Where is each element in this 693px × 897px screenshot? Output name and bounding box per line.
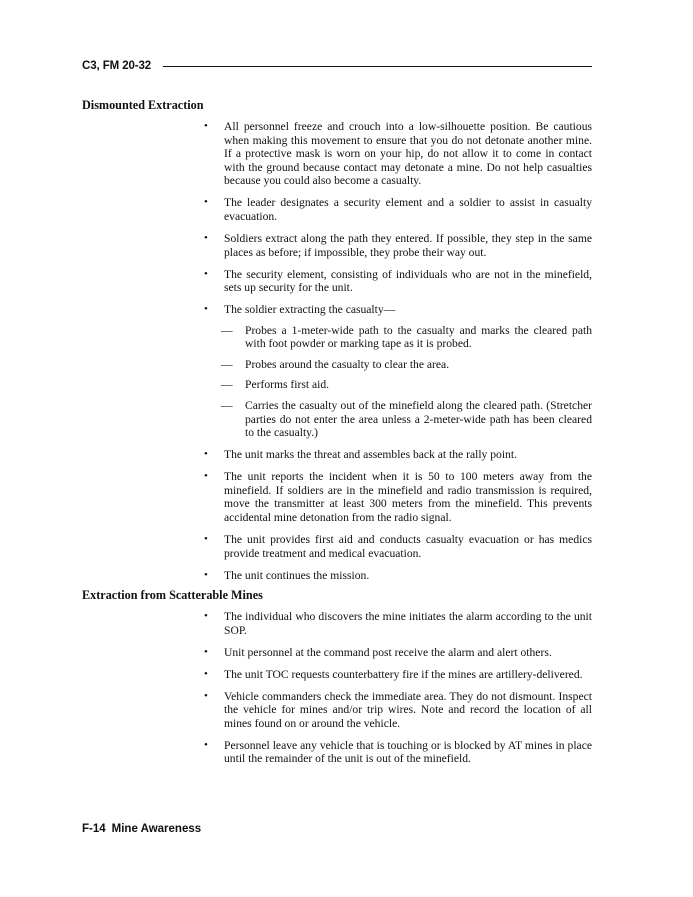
scatterable-mines-list (200, 610, 592, 774)
casualty-extraction-sublist (221, 324, 592, 440)
bullet-icon: • (204, 738, 208, 751)
bullet-icon: • (204, 448, 208, 461)
bullet-icon: • (204, 267, 208, 280)
header-label: C3, FM 20-32 (82, 60, 152, 72)
list-item: • The unit marks the threat and assembles back at the rally point. (204, 448, 517, 462)
dash-icon: — (221, 399, 233, 413)
list-item: • The individual who discovers the mine initiates the alarm according to the unit SOP. (204, 610, 592, 637)
page-number: F-14 (82, 823, 106, 835)
list-item: • All personnel freeze and crouch into a low-silhouette position. Be cautious when making this movement to ensure that you do not detonate another mine. If a protective mask is worn on your hip, do not allow it to come in contact with the ground because contact may detonate a mine. Do not help casualties because you could also become a casualty. (204, 120, 592, 188)
list-item: • The unit TOC requests counterbattery fire if the mines are artillery-delivered. (204, 667, 583, 681)
bullet-icon: • (204, 689, 208, 702)
footer-title: Mine Awareness (111, 823, 202, 835)
bullet-icon: • (204, 667, 208, 680)
sub-list-item: — Performs first aid. (221, 378, 330, 392)
dash-icon: — (221, 378, 233, 392)
list-item: • Vehicle commanders check the immediate area. They do not dismount. Inspect the vehicle for mines and/or trip wires. Note and record the location of all mines found on or around the vehicle. (204, 689, 592, 730)
running-header (82, 58, 592, 74)
list-item: • The soldier extracting the casualty— — Probes a 1-meter-wide path to the casualty and marks the cleared path with foot powder or marking tape as it is probed. — Probes around the casualty to clear the area. — Performs first aid. — Carries the casualty out of the minefield along the cleared path. (Stretcher parties do not enter the area unless a 2-meter-wide path has been cleared to the casualty.) (204, 303, 592, 440)
dash-icon: — (221, 323, 233, 337)
bullet-icon: • (204, 303, 208, 316)
bullet-icon: • (204, 645, 208, 658)
bullet-icon: • (204, 231, 208, 244)
bullet-icon: • (204, 610, 208, 622)
bullet-icon: • (204, 196, 208, 209)
dash-icon: — (221, 357, 233, 371)
list-item: • Unit personnel at the command post receive the alarm and alert others. (204, 645, 552, 659)
list-item: • The unit reports the incident when it is 50 to 100 meters away from the minefield. If soldiers are in the minefield and radio transmission is required, move the transmitter at least 300 meters from the minefield. This prevents accidental mine detonation from the radio signal. (204, 470, 592, 524)
running-footer (82, 823, 201, 835)
list-item: • Soldiers extract along the path they entered. If possible, they step in the same places as before; if impossible, they probe their way out. (204, 231, 592, 259)
dismounted-extraction-list (200, 120, 592, 591)
bullet-icon: • (204, 470, 208, 483)
sub-list-item: — Carries the casualty out of the minefield along the cleared path. (Stretcher parties do not enter the area unless a 2-meter-wide path has been cleared to the casualty.) (221, 399, 592, 440)
section-title-dismounted-extraction: Dismounted Extraction (82, 98, 204, 112)
bullet-icon: • (204, 120, 208, 132)
list-item: • The unit provides first aid and conducts casualty evacuation or has medics provide treatment and medical evacuation. (204, 532, 592, 560)
list-item: • Personnel leave any vehicle that is touching or is blocked by AT mines in place until the remainder of the unit is out of the minefield. (204, 738, 592, 766)
sub-list-item: — Probes a 1-meter-wide path to the casualty and marks the cleared path with foot powder or marking tape as it is probed. (221, 323, 592, 351)
bullet-icon: • (204, 532, 208, 545)
list-item: • The security element, consisting of individuals who are not in the minefield, sets up security for the unit. (204, 267, 592, 295)
header-rule (163, 66, 592, 67)
section-title-scatterable-mines: Extraction from Scatterable Mines (82, 588, 263, 602)
bullet-icon: • (204, 568, 208, 581)
list-item: • The leader designates a security element and a soldier to assist in casualty evacuation. (204, 196, 592, 223)
list-item: • The unit continues the mission. (204, 568, 370, 582)
sub-list-item: — Probes around the casualty to clear the area. (221, 357, 450, 371)
